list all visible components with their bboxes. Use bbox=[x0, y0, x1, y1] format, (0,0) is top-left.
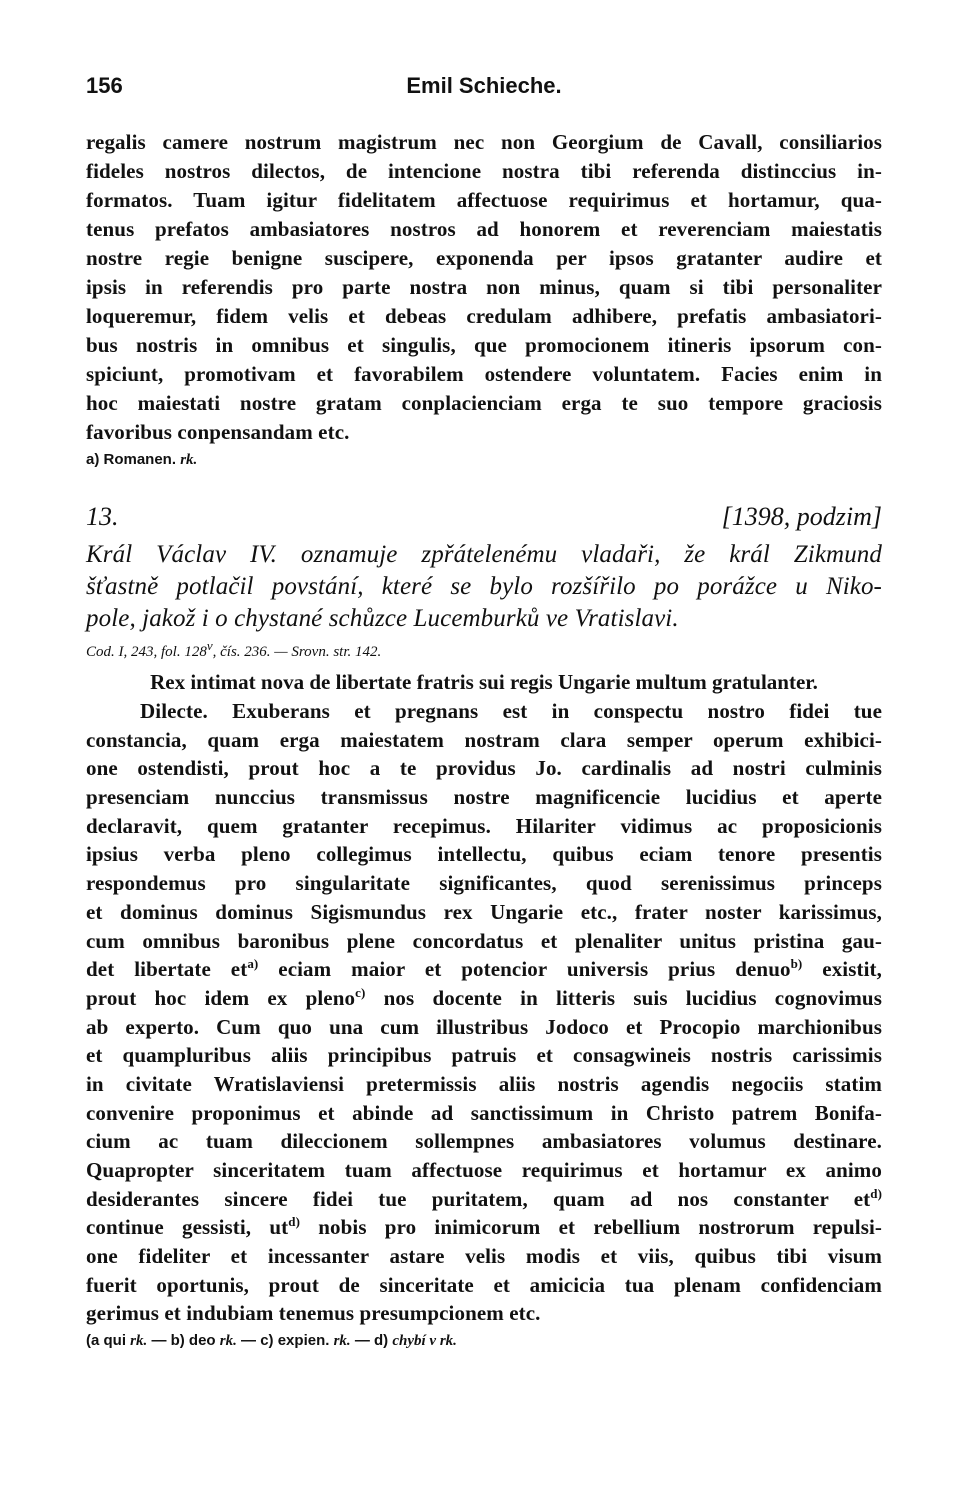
source-citation: Cod. I, 243, fol. 128$^v$, čís. 236. — Srovn. str. 142. bbox=[86, 638, 382, 660]
footnote-marker: d) bbox=[870, 1185, 882, 1201]
text-line: Dilecte. Exuberans et pregnans est in conspectu nostro fidei tue bbox=[140, 699, 882, 723]
text-line: et quampluribus aliis principibus patruis et consagwineis nostris carissimis bbox=[86, 1043, 882, 1068]
text-line: Quapropter sinceritatem tuam affectuose requirimus et hortamur ex animo bbox=[86, 1158, 882, 1182]
text-line: spiciunt, promotivam et favorabilem ostendere voluntatem. Facies enim in bbox=[86, 362, 882, 386]
text-line: formatos. Tuam igitur fidelitatem affectuose requirimus et hortamur, qua- bbox=[86, 188, 882, 212]
footnote-abbr: rk. bbox=[180, 452, 198, 468]
text-line: nostre regie benigne suscipere, exponenda per ipsos gratanter audire et bbox=[86, 246, 882, 270]
text-line: cium ac tuam dileccionem sollempnes ambasiatores volumus destinare. bbox=[86, 1129, 882, 1154]
text-line: presenciam nunccius transmissus nostre magnificencie lucidius et aperte bbox=[86, 785, 882, 810]
footnote-text: a) Romanen. bbox=[86, 451, 177, 468]
footnote bbox=[86, 447, 882, 473]
text-line: bus nostris in omnibus et singulis, que promocionem itineris ipsorum con- bbox=[86, 333, 882, 357]
running-title: Emil Schieche. bbox=[406, 73, 562, 98]
document-summary: Rex intimat nova de libertate fratris sui regis Ungarie multum gratulanter. bbox=[150, 670, 818, 694]
text-block-1 bbox=[86, 128, 882, 473]
footnote-marker: c) bbox=[355, 984, 366, 1000]
text-block-2 bbox=[86, 697, 882, 1354]
text-line: continue gessisti, $ut^{d)}$ nobis pro inimicorum et rebellium nostrorum repulsi- bbox=[86, 1214, 883, 1240]
document-heading bbox=[86, 495, 882, 539]
footnote-marker: d) bbox=[288, 1214, 301, 1230]
footnotes: (a qui rk. — b) deo rk. — c) expien. rk. — d) chybí v rk. bbox=[86, 1332, 457, 1350]
text-line: ab experto. Cum quo una cum illustribus Jodoco et Procopio marchionibus bbox=[86, 1014, 882, 1039]
text-line: gerimus et indubiam tenemus presumpcionem etc. bbox=[86, 1301, 541, 1326]
document-date: [1398, podzim] bbox=[721, 502, 882, 531]
page bbox=[86, 68, 882, 1354]
text-line: one fideliter et incessanter astare velis modis et viis, quibus tibi visum bbox=[86, 1244, 882, 1269]
regest-line: pole, jakož i o chystané schůzce Lucemburků ve Vratislavi. bbox=[86, 605, 679, 632]
text-line: hoc maiestati nostre gratam conplacienciam erga te suo tempore graciosis bbox=[86, 391, 882, 415]
text-line: cum omnibus baronibus plene concordatus et plenaliter unitus pristina gau- bbox=[86, 928, 882, 953]
regest bbox=[86, 539, 882, 635]
text-line: convenire proponimus et abinde ad sanctissimum in Christo patrem Bonifa- bbox=[86, 1100, 882, 1125]
text-line: favoribus conpensandam etc. bbox=[86, 420, 350, 444]
text-line: loqueremur, fidem velis et debeas credulam adhibere, prefatis ambasiatori- bbox=[86, 304, 882, 328]
footnote-marker: a) bbox=[247, 956, 259, 972]
text-line: ipsius verba pleno collegimus intellectu, quibus eciam tenore presentis bbox=[86, 842, 882, 867]
text-line: one ostendisti, prout hoc a te providus Jo. cardinalis ad nostri culminis bbox=[86, 756, 882, 781]
text-line: respondemus pro singularitate significantes, quod serenissimus princeps bbox=[86, 871, 882, 896]
text-line: declaravit, quem gratanter recepimus. Hilariter vidimus ac proposicionis bbox=[86, 813, 882, 838]
text-line: prout hoc idem ex pleno$^{c)}$ nos docente in litteris suis lucidius cognovimus bbox=[86, 984, 882, 1010]
text-line: tenus prefatos ambasiatores nostros ad honorem et reverenciam maiestatis bbox=[86, 217, 882, 241]
regest-line: Král Václav IV. oznamuje zpřátelenému vladaři, že král Zikmund bbox=[86, 541, 882, 568]
text-line: et dominus dominus Sigismundus rex Ungarie etc., frater noster karissimus, bbox=[86, 899, 882, 924]
document-number: 13. bbox=[86, 502, 119, 531]
text-line: ipsis in referendis pro parte nostra non minus, quam si tibi personaliter bbox=[86, 275, 882, 299]
text-line: desiderantes sincere fidei tue puritatem, quam ad nos constanter $et^{d)}$ bbox=[86, 1185, 882, 1211]
page-number: 156 bbox=[86, 73, 123, 98]
footnote-marker: b) bbox=[790, 956, 803, 972]
regest-line: šťastně potlačil povstání, které se bylo rozšířilo po porážce u Niko- bbox=[86, 573, 882, 600]
text-line: fideles nostros dilectos, de intencione nostra tibi referenda distinccius in- bbox=[86, 159, 882, 183]
text-line: regalis camere nostrum magistrum nec non Georgium de Cavall, consiliarios bbox=[86, 130, 882, 154]
text-line: fuerit oportunis, prout de sinceritate et amicicia tua plenam confidenciam bbox=[86, 1272, 882, 1297]
running-header bbox=[86, 68, 882, 104]
text-line: det libertate $et^{a)}$ eciam maior et potencior universis prius denuo$^{b)}$ existit, bbox=[86, 956, 882, 982]
text-line: constancia, quam erga maiestatem nostram clara semper operum exhibici- bbox=[86, 727, 882, 752]
text-line: in civitate Wratislaviensi pretermissis aliis nostris agendis negociis statim bbox=[86, 1071, 882, 1096]
